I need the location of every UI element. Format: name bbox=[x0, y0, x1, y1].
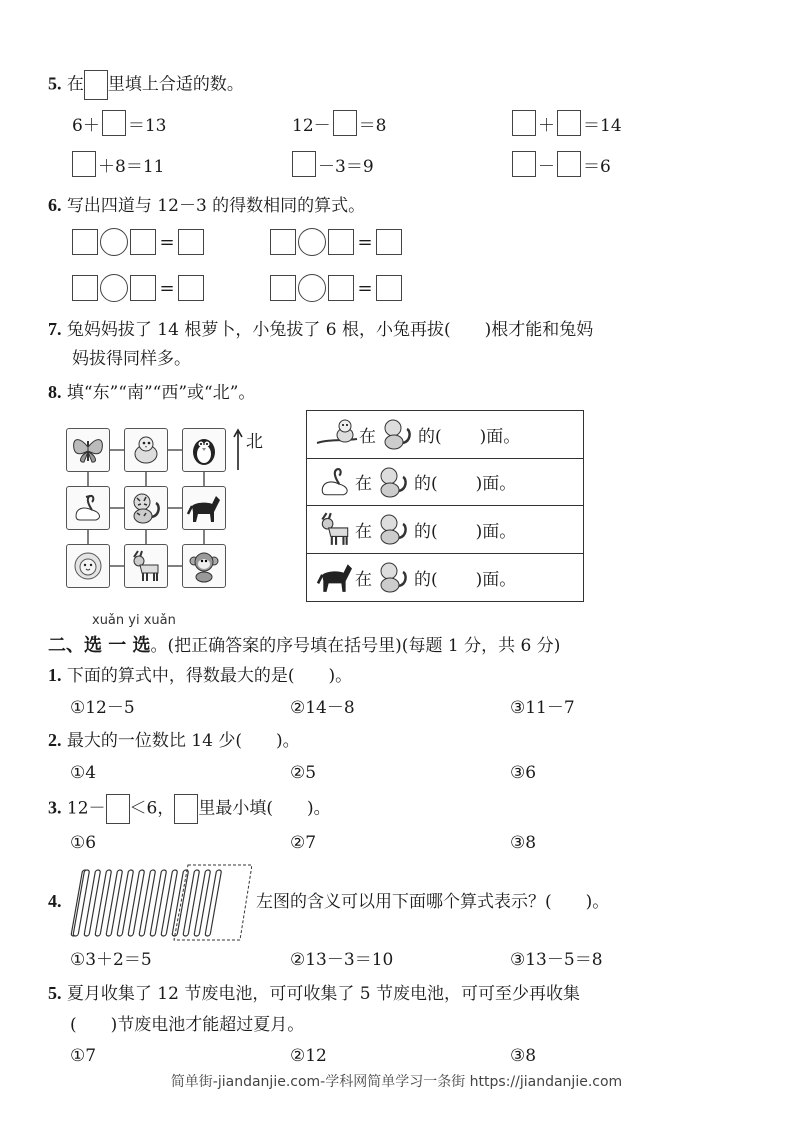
operator-circle[interactable] bbox=[298, 274, 326, 302]
animal-grid bbox=[66, 428, 226, 588]
q5-row2-b: －3＝9 bbox=[292, 151, 374, 177]
chick-icon bbox=[124, 428, 168, 472]
q5-row1-c: ＋ ＝14 bbox=[512, 110, 622, 136]
answer-box[interactable] bbox=[84, 70, 108, 100]
option-1[interactable]: ①7 bbox=[70, 1046, 97, 1066]
operator-circle[interactable] bbox=[100, 274, 128, 302]
answer-box[interactable] bbox=[174, 794, 198, 824]
direction-table bbox=[306, 410, 584, 602]
option-3[interactable]: ③13－5＝8 bbox=[510, 950, 603, 970]
section2-header: 二、选 一 选。(把正确答案的序号填在括号里)(每题 1 分，共 6 分) bbox=[48, 635, 561, 656]
option-2[interactable]: ②13－3＝10 bbox=[290, 950, 394, 970]
mc2-question: 2. 最大的一位数比 14 少( )。 bbox=[48, 730, 300, 751]
answer-box[interactable] bbox=[512, 151, 536, 177]
answer-box[interactable] bbox=[333, 110, 357, 136]
answer-box[interactable] bbox=[102, 110, 126, 136]
answer-box[interactable] bbox=[292, 151, 316, 177]
goat-icon bbox=[315, 511, 355, 547]
swan-icon bbox=[315, 465, 355, 499]
answer-box[interactable] bbox=[72, 151, 96, 177]
option-2[interactable]: ②5 bbox=[290, 763, 317, 783]
q6-title: 6. 写出四道与 12－3 的得数相同的算式。 bbox=[48, 195, 366, 216]
mc3-question: 3. 12－ ＜6， 里最小填( )。 bbox=[48, 794, 331, 824]
q5-row2-a: ＋8＝11 bbox=[72, 151, 164, 177]
section2-pinyin: xuǎn yi xuǎn bbox=[92, 613, 176, 628]
q6-equation: = bbox=[72, 228, 204, 256]
answer-box[interactable] bbox=[328, 275, 354, 301]
tiger-icon bbox=[372, 465, 414, 499]
answer-box[interactable] bbox=[512, 110, 536, 136]
tiger-icon bbox=[124, 486, 168, 530]
answer-box[interactable] bbox=[376, 229, 402, 255]
butterfly-icon bbox=[66, 428, 110, 472]
mc4-question: 左图的含义可以用下面哪个算式表示？( )。 bbox=[256, 892, 610, 912]
q6-equation: = bbox=[270, 228, 402, 256]
north-label: 北 bbox=[246, 432, 263, 452]
option-1[interactable]: ①3＋2＝5 bbox=[70, 950, 152, 970]
mc5-line2: ( )节废电池才能超过夏月。 bbox=[70, 1015, 305, 1035]
option-3[interactable]: ③11－7 bbox=[510, 698, 575, 718]
operator-circle[interactable] bbox=[298, 228, 326, 256]
north-arrow-icon bbox=[232, 428, 244, 472]
lion-icon bbox=[66, 544, 110, 588]
answer-box[interactable] bbox=[178, 275, 204, 301]
q6-equation: = bbox=[270, 274, 402, 302]
answer-box[interactable] bbox=[557, 110, 581, 136]
answer-box[interactable] bbox=[106, 794, 130, 824]
option-3[interactable]: ③6 bbox=[510, 763, 537, 783]
option-3[interactable]: ③8 bbox=[510, 1046, 537, 1066]
q5-row2-c: － ＝6 bbox=[512, 151, 611, 177]
swan-icon bbox=[66, 486, 110, 530]
answer-box[interactable] bbox=[376, 275, 402, 301]
q7-line2: 妈拔得同样多。 bbox=[72, 349, 191, 369]
answer-box[interactable] bbox=[270, 275, 296, 301]
footer-watermark: 简单街-jiandanjie.com-学科网简单学习一条街 https://jiandanjie.com bbox=[170, 1074, 623, 1090]
horse-icon bbox=[182, 486, 226, 530]
option-1[interactable]: ①12－5 bbox=[70, 698, 135, 718]
option-2[interactable]: ②12 bbox=[290, 1046, 327, 1066]
penguin-icon bbox=[182, 428, 226, 472]
chick-icon bbox=[315, 417, 359, 451]
answer-box[interactable] bbox=[72, 275, 98, 301]
monkey-icon bbox=[182, 544, 226, 588]
mc4-number: 4. bbox=[48, 891, 62, 911]
option-2[interactable]: ②7 bbox=[290, 833, 317, 853]
q5-row1-a: 6＋ ＝13 bbox=[72, 110, 166, 136]
answer-box[interactable] bbox=[130, 229, 156, 255]
sticks-figure bbox=[70, 862, 252, 942]
table-row: 在 的( )面。 bbox=[307, 506, 583, 554]
q5-row1-b: 12－ ＝8 bbox=[292, 110, 386, 136]
answer-box[interactable] bbox=[72, 229, 98, 255]
answer-box[interactable] bbox=[178, 229, 204, 255]
answer-box[interactable] bbox=[328, 229, 354, 255]
goat-icon bbox=[124, 544, 168, 588]
tiger-icon bbox=[372, 512, 414, 546]
option-2[interactable]: ②14－8 bbox=[290, 698, 355, 718]
q8-title: 8. 填“东”“南”“西”或“北”。 bbox=[48, 382, 256, 403]
option-3[interactable]: ③8 bbox=[510, 833, 537, 853]
q6-equation: = bbox=[72, 274, 204, 302]
option-1[interactable]: ①4 bbox=[70, 763, 97, 783]
table-row: 在 的( )面。 bbox=[307, 411, 583, 459]
answer-box[interactable] bbox=[557, 151, 581, 177]
mc1-question: 1. 下面的算式中，得数最大的是( )。 bbox=[48, 665, 353, 686]
table-row: 在 的( )面。 bbox=[307, 459, 583, 507]
horse-icon bbox=[315, 560, 355, 594]
table-row: 在 的( )面。 bbox=[307, 554, 583, 602]
tiger-icon bbox=[376, 417, 418, 451]
option-1[interactable]: ①6 bbox=[70, 833, 97, 853]
operator-circle[interactable] bbox=[100, 228, 128, 256]
answer-box[interactable] bbox=[130, 275, 156, 301]
q5-title: 5. 在 里填上合适的数。 bbox=[48, 70, 244, 100]
tiger-icon bbox=[372, 560, 414, 594]
mc5-line1: 5. 夏月收集了 12 节废电池，可可收集了 5 节废电池，可可至少再收集 bbox=[48, 983, 580, 1004]
q7-line1: 7. 兔妈妈拔了 14 根萝卜，小兔拔了 6 根，小兔再拔( )根才能和兔妈 bbox=[48, 319, 594, 340]
answer-box[interactable] bbox=[270, 229, 296, 255]
